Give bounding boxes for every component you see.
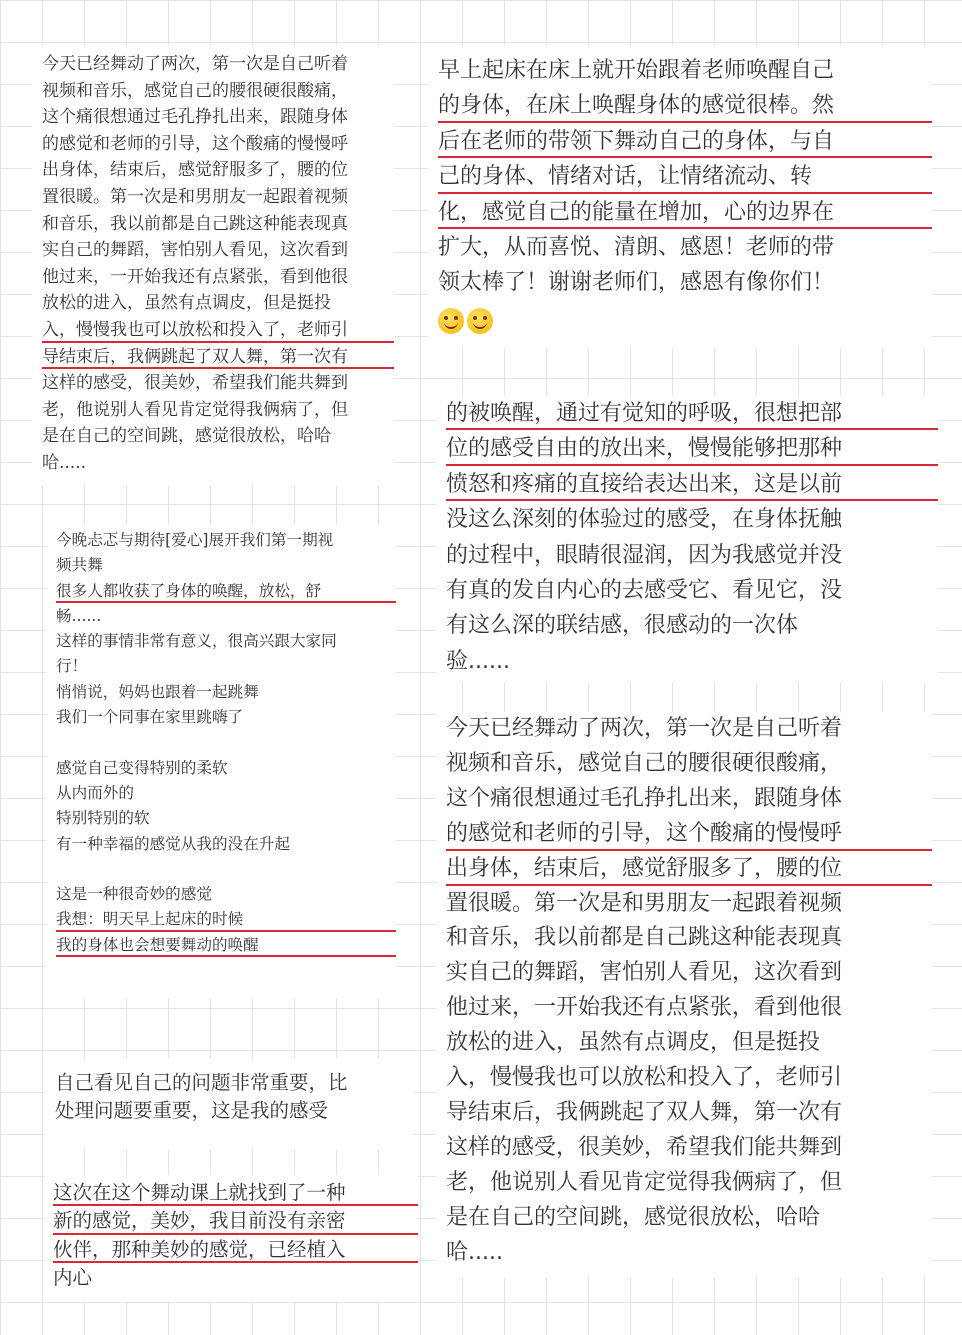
text-line: 位的感受自由的放出来，慢慢能够把那种 [446, 431, 938, 466]
text-line: 自己看见自己的问题非常重要，比 [55, 1071, 348, 1094]
text-line: 视频和音乐，感觉自己的腰很硬很酸痛， [42, 80, 348, 101]
text-line: 实自己的舞蹈，害怕别人看见，这次看到 [446, 960, 843, 986]
text-line: 今天已经舞动了两次，第一次是自己听着 [446, 716, 843, 741]
text-line: 有这么深的联结感，很感动的一次体 [446, 613, 799, 639]
card1-text [42, 51, 394, 477]
text-line: 的被唤醒，通过有觉知的呼吸，很想把部 [446, 396, 938, 431]
text-line: 出身体，结束后，感觉舒服多了，腰的位 [42, 160, 348, 181]
testimonial-card-6 [436, 396, 938, 682]
text-line: 出身体，结束后，感觉舒服多了，腰的位 [446, 852, 932, 887]
testimonial-card-3 [45, 1059, 413, 1149]
text-line: 今晚忐忑与期待[爱心]展开我们第一期视 [56, 531, 334, 549]
text-line: 是在自己的空间跳，感觉很放松，哈哈 [446, 1204, 821, 1230]
text-line: 这是一种很奇妙的感觉 [56, 885, 212, 904]
text-line: 我们一个同事在家里跳嗨了 [56, 708, 244, 727]
text-line: 老，他说别人看见肯定觉得我俩病了，但 [446, 1169, 843, 1195]
text-line: 特别特别的软 [56, 809, 150, 828]
text-line: 领太棒了！谢谢老师们，感恩有像你们！ [438, 270, 835, 296]
text-line: 新的感觉，美妙，我目前没有亲密 [53, 1207, 418, 1235]
text-line: 这个痛很想通过毛孔挣扎出来，跟随身体 [446, 785, 843, 811]
text-line: 今天已经舞动了两次，第一次是自己听着 [42, 54, 348, 74]
text-line: 实自己的舞蹈，害怕别人看见，这次看到 [42, 240, 348, 261]
card6-text [446, 396, 938, 679]
text-line: 他过来，一开始我还有点紧张，看到他很 [42, 266, 348, 287]
card2-text [56, 528, 396, 958]
text-line: 有一种幸福的感觉从我的没在升起 [56, 834, 290, 853]
text-line: 哈..... [42, 452, 87, 473]
text-line: 这样的事情非常有意义，很高兴跟大家同 [56, 632, 337, 651]
text-line: 内心 [53, 1266, 93, 1290]
text-line: 这个痛很想通过毛孔挣扎出来，跟随身体 [42, 107, 348, 128]
text-line: 处理问题要重要，这是我的感受 [55, 1099, 329, 1122]
text-line: 频共舞 [56, 556, 103, 575]
text-line: 我的身体也会想要舞动的唤醒 [56, 933, 396, 958]
text-line: 入，慢慢我也可以放松和投入了，老师引 [446, 1065, 843, 1091]
text-line: 没这么深刻的体验过的感受，在身体抚触 [446, 507, 843, 533]
text-line: 放松的进入，虽然有点调皮，但是挺投 [42, 293, 331, 314]
text-line: 的过程中，眼睛很湿润，因为我感觉并没 [446, 542, 843, 568]
text-line: 老，他说别人看见肯定觉得我俩病了，但 [42, 399, 348, 420]
text-line: 入，慢慢我也可以放松和投入了，老师引 [42, 317, 394, 344]
card3-text [55, 1069, 413, 1125]
text-line: 己的身体、情绪对话，让情绪流动、转 [438, 159, 932, 194]
text-line: 导结束后，我俩跳起了双人舞，第一次有 [446, 1099, 843, 1125]
text-line: 这次在这个舞动课上就找到了一种 [53, 1179, 418, 1207]
text-line: 和音乐，我以前都是自己跳这种能表现真 [42, 213, 348, 234]
text-line: 后在老师的带领下舞动自己的身体，与自 [438, 124, 932, 159]
text-line [56, 857, 396, 882]
smiling-face-icon [438, 308, 464, 334]
card4-text [53, 1179, 418, 1293]
text-line [56, 730, 396, 755]
text-line: 有真的发自内心的去感受它、看见它，没 [446, 578, 843, 604]
text-line: 是在自己的空间跳，感觉很放松，哈哈 [42, 426, 331, 447]
text-line: 的感觉和老师的引导，这个酸痛的慢慢呼 [446, 817, 932, 852]
text-line: 视频和音乐，感觉自己的腰很硬很酸痛， [446, 750, 843, 776]
text-line: 扩大，从而喜悦、清朗、感恩！老师的带 [438, 235, 835, 261]
card7-text [446, 712, 932, 1271]
emoji-row [438, 303, 932, 338]
text-line: 置很暖。第一次是和男朋友一起跟着视频 [42, 186, 348, 207]
text-line: 感觉自己变得特别的柔软 [56, 758, 228, 777]
text-line: 这样的感受，很美妙，希望我们能共舞到 [42, 373, 348, 394]
text-line: 放松的进入，虽然有点调皮，但是挺投 [446, 1030, 821, 1056]
text-line: 从内而外的 [56, 783, 134, 802]
text-line: 的感觉和老师的引导，这个酸痛的慢慢呼 [42, 133, 348, 154]
text-line: 化，感觉自己的能量在增加，心的边界在 [438, 195, 932, 230]
text-line: 畅...... [56, 606, 102, 625]
text-line: 很多人都收获了身体的唤醒，放松，舒 [56, 579, 396, 604]
testimonial-card-1 [32, 46, 394, 485]
text-line: 他过来，一开始我还有点紧张，看到他很 [446, 995, 843, 1021]
text-line: 行！ [56, 657, 88, 676]
text-line: 的身体，在床上唤醒身体的感觉很棒。然 [438, 88, 932, 123]
text-line: 置很暖。第一次是和男朋友一起跟着视频 [446, 890, 843, 916]
text-line: 伙伴，那种美妙的感觉，已经植入 [53, 1236, 418, 1264]
text-line: 我想：明天早上起床的时候 [56, 907, 396, 932]
text-line: 早上起床在床上就开始跟着老师唤醒自己 [438, 58, 835, 83]
text-line: 哈..... [446, 1239, 503, 1265]
card5-text [438, 53, 932, 301]
text-line: 愤怒和疼痛的直接给表达出来，这是以前 [446, 467, 938, 502]
testimonial-card-7 [436, 712, 932, 1277]
testimonial-card-2 [46, 525, 396, 998]
text-line: 验...... [446, 648, 510, 674]
text-line: 悄悄说，妈妈也跟着一起跳舞 [56, 682, 259, 701]
text-line: 导结束后，我俩跳起了双人舞，第一次有 [42, 344, 394, 371]
testimonial-card-5 [428, 46, 932, 348]
text-line: 和音乐，我以前都是自己跳这种能表现真 [446, 925, 843, 951]
text-line: 这样的感受，很美妙，希望我们能共舞到 [446, 1134, 843, 1160]
testimonial-card-4 [45, 1175, 418, 1301]
smiling-face-icon [467, 308, 493, 334]
